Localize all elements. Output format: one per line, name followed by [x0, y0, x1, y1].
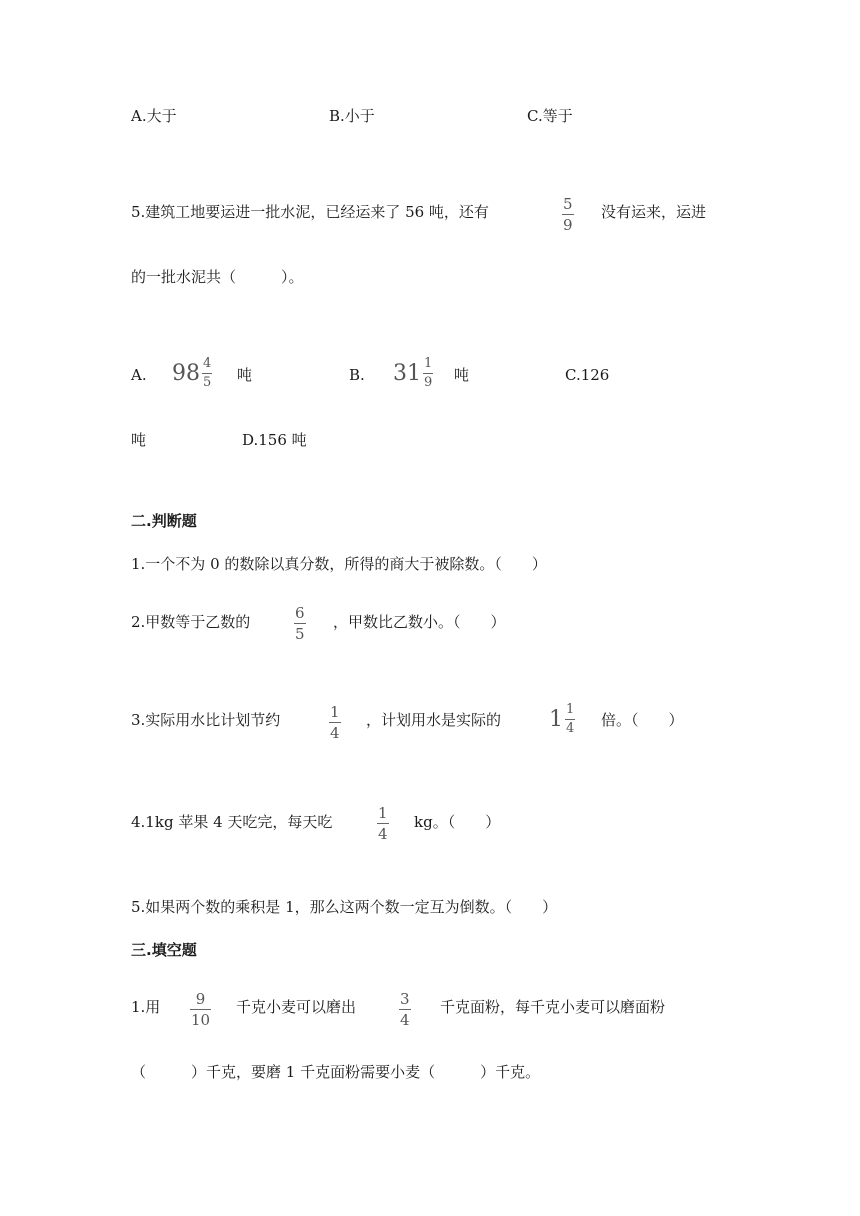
s2-q2-text-part1: 2.甲数等于乙数的	[131, 613, 251, 631]
fraction-numerator: 1	[330, 703, 340, 721]
fraction-denominator: 4	[400, 1011, 410, 1029]
s2-q3-text-part1: 3.实际用水比计划节约	[131, 711, 281, 729]
s3-q1-fraction-1	[190, 991, 211, 1028]
fraction-bar	[190, 1009, 211, 1010]
s3-q1-text-part1: 1.用	[131, 998, 161, 1016]
mixed-fraction	[423, 357, 433, 390]
mixed-whole: 31	[393, 361, 421, 386]
option-c: C.等于	[527, 107, 573, 125]
s2-q3-mixed-number	[549, 703, 575, 736]
mixed-whole: 1	[549, 707, 563, 732]
fraction-denominator: 4	[330, 724, 340, 742]
fraction-bar	[565, 719, 575, 720]
q5-option-d: D.156 吨	[242, 431, 307, 449]
section-2-title: 二.判断题	[131, 512, 197, 530]
s2-q2-text-part2: ，甲数比乙数小。（ ）	[333, 613, 506, 631]
fraction-numerator: 1	[424, 356, 433, 371]
mixed-fraction	[565, 703, 575, 736]
s3-q1-fraction-2	[399, 991, 411, 1028]
q5-option-b-unit: 吨	[454, 366, 470, 384]
fraction-bar	[294, 623, 306, 624]
s2-q3-text-part2: ，计划用水是实际的	[366, 711, 502, 729]
fraction-numerator: 9	[195, 990, 206, 1008]
q5-text-part2: 没有运来，运进	[601, 203, 707, 221]
s3-q1-text-part3: 千克面粉，每千克小麦可以磨面粉	[440, 998, 666, 1016]
q5-option-b-label: B.	[349, 366, 365, 384]
fraction-bar	[329, 722, 341, 723]
fraction-numerator: 6	[295, 604, 305, 622]
mixed-fraction	[202, 357, 212, 390]
q5-text-part1: 5.建筑工地要运进一批水泥，已经运来了 56 吨，还有	[131, 203, 489, 221]
q5-fraction	[562, 196, 574, 233]
mixed-whole: 98	[172, 361, 200, 386]
s2-q5: 5.如果两个数的乘积是 1，那么这两个数一定互为倒数。（ ）	[131, 898, 558, 916]
fraction-bar	[202, 373, 212, 374]
q5-option-a-label: A.	[131, 366, 147, 384]
s2-q4-text-part1: 4.1kg 苹果 4 天吃完，每天吃	[131, 813, 333, 831]
fraction-bar	[423, 373, 433, 374]
fraction-denominator: 5	[203, 375, 212, 390]
option-a: A.大于	[131, 107, 177, 125]
fraction-numerator: 4	[203, 356, 212, 371]
q5-option-b-mixed-number	[393, 357, 433, 390]
fraction-numerator: 5	[563, 195, 573, 213]
option-b: B.小于	[329, 107, 375, 125]
s3-q1-text-line2: （ ）千克，要磨 1 千克面粉需要小麦（ ）千克。	[131, 1063, 541, 1081]
s2-q4-text-part2: kg。（ ）	[414, 813, 501, 831]
q5-option-a-unit: 吨	[237, 366, 253, 384]
s2-q2-fraction	[294, 605, 306, 642]
fraction-denominator: 9	[424, 375, 433, 390]
s2-q3-fraction	[329, 704, 341, 741]
fraction-numerator: 1	[378, 804, 388, 822]
fraction-denominator: 10	[191, 1011, 211, 1029]
s3-q1-text-part2: 千克小麦可以磨出	[236, 998, 357, 1016]
s2-q4-fraction	[377, 805, 389, 842]
fraction-numerator: 3	[400, 990, 410, 1008]
fraction-denominator: 4	[378, 825, 388, 843]
s2-q1: 1.一个不为 0 的数除以真分数，所得的商大于被除数。（ ）	[131, 555, 547, 573]
fraction-denominator: 9	[563, 216, 573, 234]
fraction-denominator: 5	[295, 625, 305, 643]
q5-option-c-unit: 吨	[131, 431, 147, 449]
q5-text-line2: 的一批水泥共（ ）。	[131, 268, 304, 286]
fraction-bar	[399, 1009, 411, 1010]
fraction-bar	[562, 214, 574, 215]
q5-option-a-mixed-number	[172, 357, 212, 390]
s2-q3-text-part3: 倍。（ ）	[601, 711, 684, 729]
section-3-title: 三.填空题	[131, 941, 197, 959]
fraction-denominator: 4	[566, 721, 575, 736]
fraction-bar	[377, 823, 389, 824]
fraction-numerator: 1	[566, 702, 575, 717]
q5-option-c: C.126	[565, 366, 610, 384]
